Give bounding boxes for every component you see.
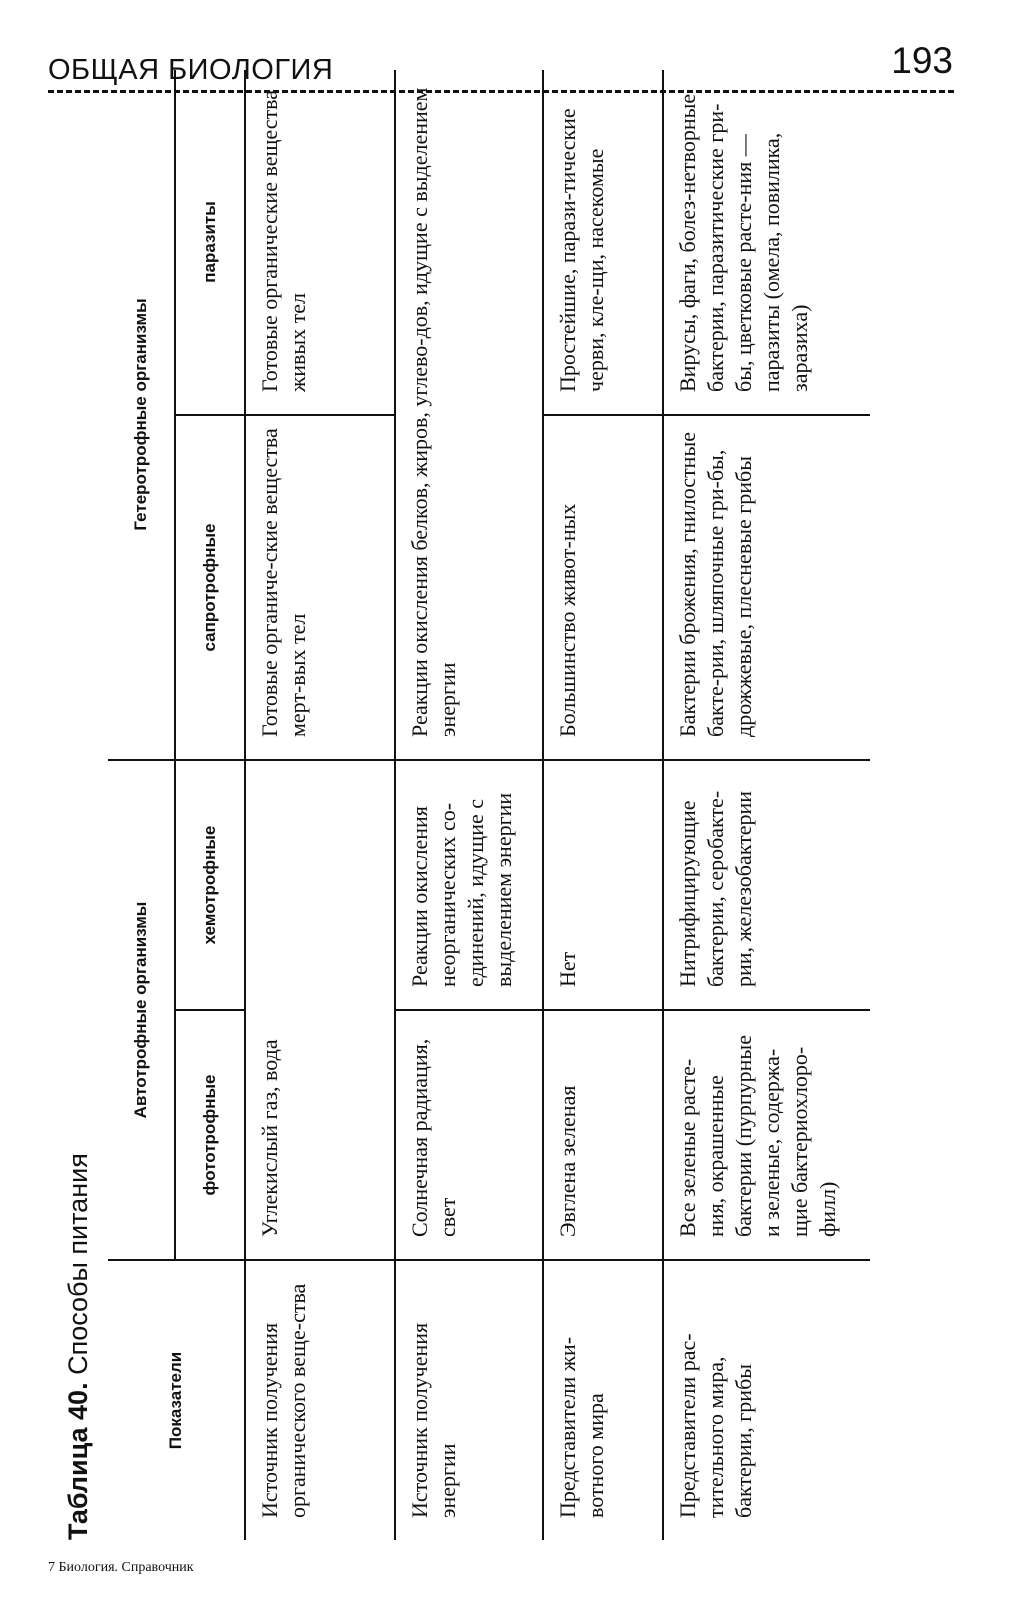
header-indicators: Показатели: [108, 1260, 245, 1540]
table-caption-number: Таблица 40.: [63, 1382, 93, 1540]
cell-phototrophs: Солнечная радиация, свет: [395, 1010, 543, 1260]
cell-saprotrophs: Готовые органиче-ские вещества мерт-вых тел: [245, 415, 395, 760]
table-row: [395, 70, 543, 1540]
header-autotrophs: Автотрофные организмы: [108, 760, 175, 1260]
running-header: ОБЩАЯ БИОЛОГИЯ: [48, 54, 334, 86]
cell-chemotrophs: Нитрифицирующие бактерии, серобакте-рии, железобактерии: [663, 760, 870, 1010]
cell-phototrophs: Все зеленые расте-ния, окрашенные бактерии (пурпурные и зеленые, содержа-щие бактериохлоро-филл): [663, 1010, 870, 1260]
header-phototrophs: фототрофные: [175, 1010, 245, 1260]
row-label: Источник получения энергии: [395, 1260, 543, 1540]
row-label: Источник получения органического веще-ства: [245, 1260, 395, 1540]
header-saprotrophs: сапротрофные: [175, 415, 245, 760]
table-row: [543, 70, 663, 1540]
cell-autotrophs: Углекислый газ, вода: [245, 760, 395, 1260]
table-caption-title: Способы питания: [63, 1153, 93, 1375]
header-chemotrophs: хемотрофные: [175, 760, 245, 1010]
cell-saprotrophs: Бактерии брожения, гнилостные бакте-рии, шляпочные гри-бы, дрожжевые, плесневые грибы: [663, 415, 870, 760]
page-footer: 7 Биология. Справочник: [48, 1560, 194, 1575]
table-row: [663, 70, 870, 1540]
cell-parasites: Вирусы, фаги, болез-нетворные бактерии, паразитические гри-бы, цветковые расте-ния — паразиты (омела, повилика, заразиха): [663, 70, 870, 415]
cell-chemotrophs: Нет: [543, 760, 663, 1010]
row-label: Представители жи-вотного мира: [543, 1260, 663, 1540]
header-parasites: паразиты: [175, 70, 245, 415]
table-row: [245, 70, 395, 1540]
row-label: Представители рас-тительного мира, бактерии, грибы: [663, 1260, 870, 1540]
cell-heterotrophs: Реакции окисления белков, жиров, углево-дов, идущие с выделением энергии: [395, 70, 543, 760]
header-heterotrophs: Гетеротрофные организмы: [108, 70, 175, 760]
cell-phototrophs: Эвглена зеленая: [543, 1010, 663, 1260]
cell-saprotrophs: Большинство живот-ных: [543, 415, 663, 760]
page-number: 193: [891, 40, 953, 81]
cell-chemotrophs: Реакции окисления неорганических со-единений, идущие с выделением энергии: [395, 760, 543, 1010]
cell-parasites: Готовые органические вещества живых тел: [245, 70, 395, 415]
table-header-row-1: [108, 70, 175, 1540]
cell-parasites: Простейшие, парази-тические черви, кле-щи, насекомые: [543, 70, 663, 415]
rotated-table-block: [52, 70, 952, 1540]
table-caption: [52, 1153, 104, 1540]
nutrition-methods-table: [108, 70, 870, 1540]
